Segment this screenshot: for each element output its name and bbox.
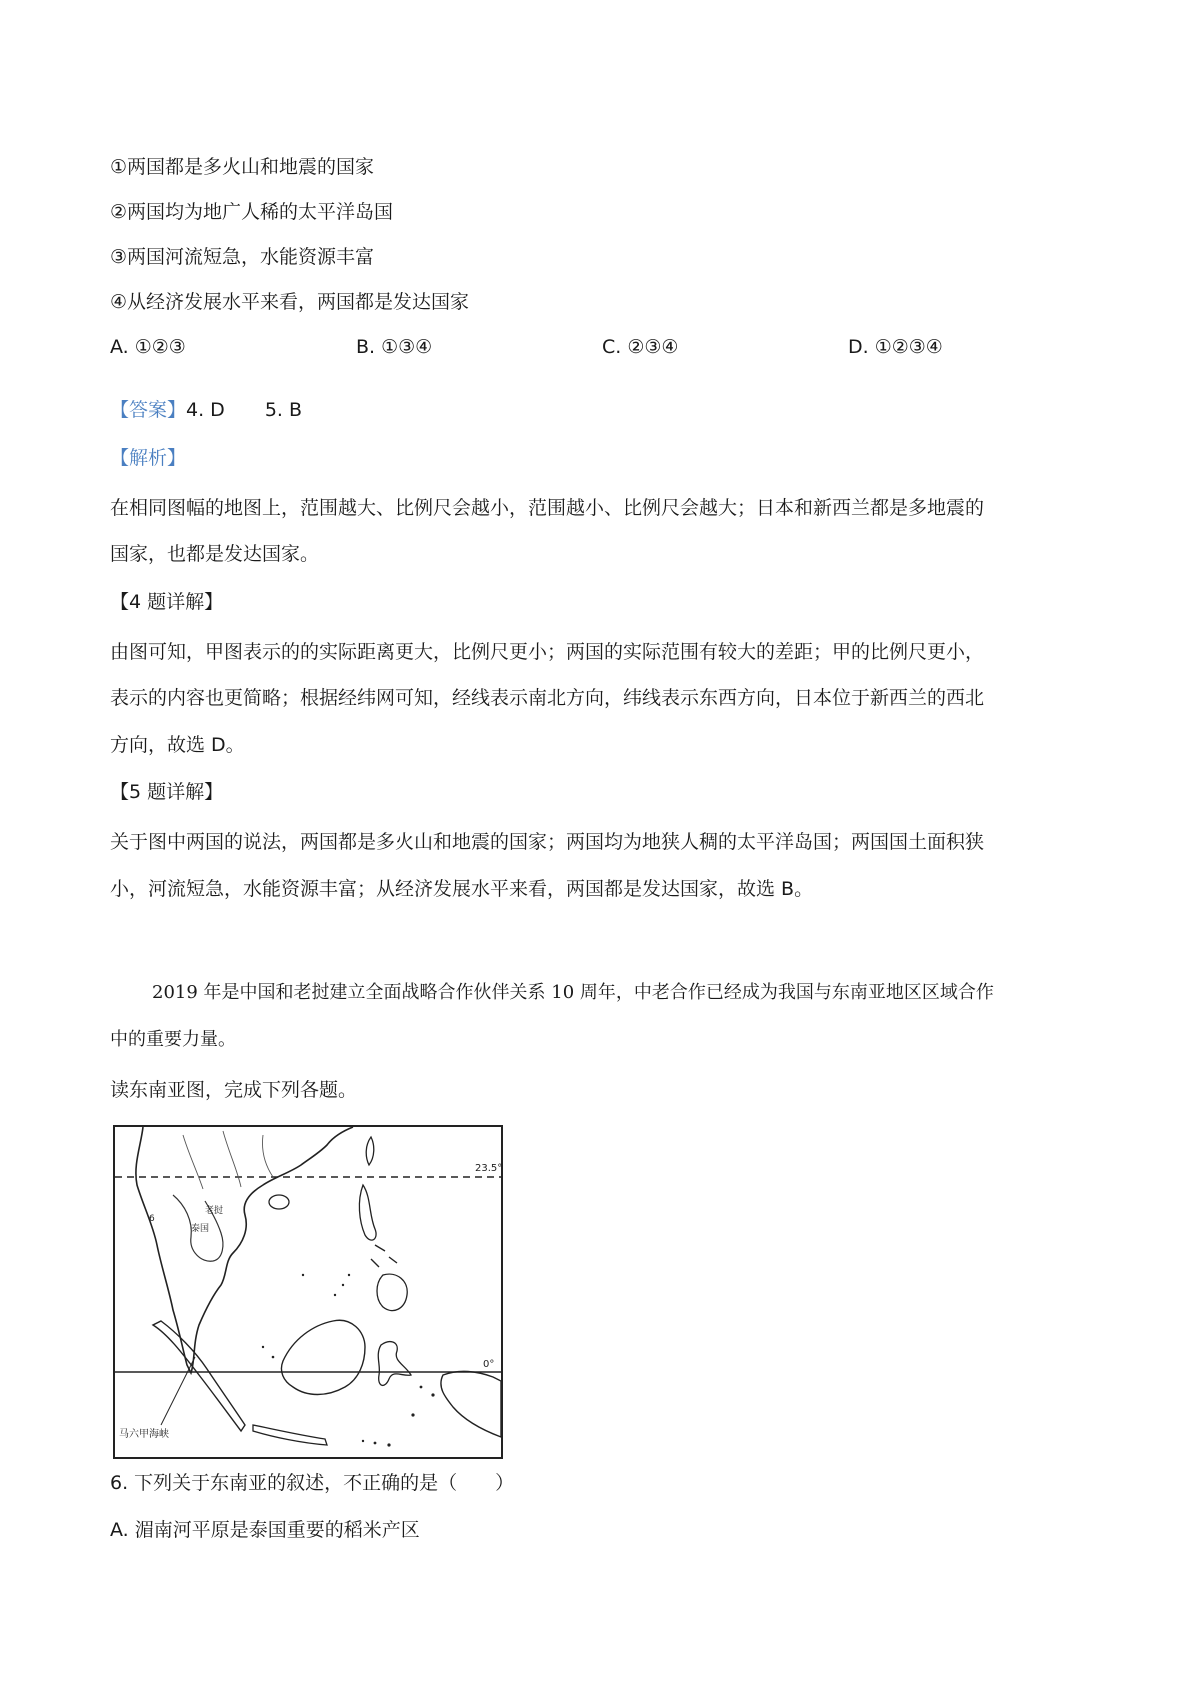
statement-4: ④从经济发展水平来看，两国都是发达国家 <box>110 291 470 313</box>
intro-line-3: 读东南亚图，完成下列各题。 <box>110 1079 358 1101</box>
intro-line-2: 中的重要力量。 <box>110 1029 236 1050</box>
detail4-line-2: 表示的内容也更简略；根据经纬网可知，经线表示南北方向，纬线表示东西方向，日本位于新西兰的西北 <box>110 687 985 709</box>
statement-2: ②两国均为地广人稀的太平洋岛国 <box>110 201 394 223</box>
analysis-line-1: 在相同图幅的地图上，范围越大、比例尺会越小，范围越小、比例尺会越大；日本和新西兰都是多地震的 <box>110 497 985 519</box>
map-frame <box>114 1126 502 1458</box>
detail4-line-1: 由图可知，甲图表示的的实际距离更大，比例尺更小；两国的实际范围有较大的差距；甲的比例尺更小， <box>110 641 985 663</box>
detail5-label: 【5 题详解】 <box>110 781 224 803</box>
analysis-label: 【解析】 <box>110 447 187 469</box>
choice-a: A. ①②③ <box>110 336 186 358</box>
label-thailand: 泰国 <box>191 1224 210 1234</box>
statement-1: ①两国都是多火山和地震的国家 <box>110 156 375 178</box>
detail4-label: 【4 题详解】 <box>110 591 224 613</box>
southeast-asia-map <box>113 1125 503 1459</box>
label-tropic: 23.5° <box>475 1163 503 1174</box>
choice-c: C. ②③④ <box>602 336 679 358</box>
intro-line-1: 2019 年是中国和老挝建立全面战略合作伙伴关系 10 周年，中老合作已经成为我国与东南亚地区区域合作 <box>152 982 994 1003</box>
statement-3: ③两国河流短急，水能资源丰富 <box>110 246 375 268</box>
answer-label: 【答案】 <box>110 399 187 421</box>
label-equator: 0° <box>483 1359 495 1370</box>
detail5-line-2: 小，河流短急，水能资源丰富；从经济发展水平来看，两国都是发达国家，故选 B。 <box>110 878 814 900</box>
choice-d: D. ①②③④ <box>848 336 943 358</box>
analysis-line-2: 国家，也都是发达国家。 <box>110 543 320 565</box>
label-laos: 老挝 <box>205 1206 224 1216</box>
detail4-line-3: 方向，故选 D。 <box>110 734 245 756</box>
answer-q4: 4. D <box>186 399 225 421</box>
answer-line <box>110 397 302 423</box>
detail5-line-1: 关于图中两国的说法，两国都是多火山和地震的国家；两国均为地狭人稠的太平洋岛国；两国国土面积狭 <box>110 831 985 853</box>
label-6: 6 <box>149 1214 155 1224</box>
question-6-stem: 6. 下列关于东南亚的叙述，不正确的是（ ） <box>110 1472 515 1494</box>
choice-b: B. ①③④ <box>356 336 433 358</box>
question-6-option-a: A. 湄南河平原是泰国重要的稻米产区 <box>110 1519 420 1541</box>
answer-q5: 5. B <box>264 399 303 421</box>
label-strait: 马六甲海峡 <box>119 1429 169 1440</box>
